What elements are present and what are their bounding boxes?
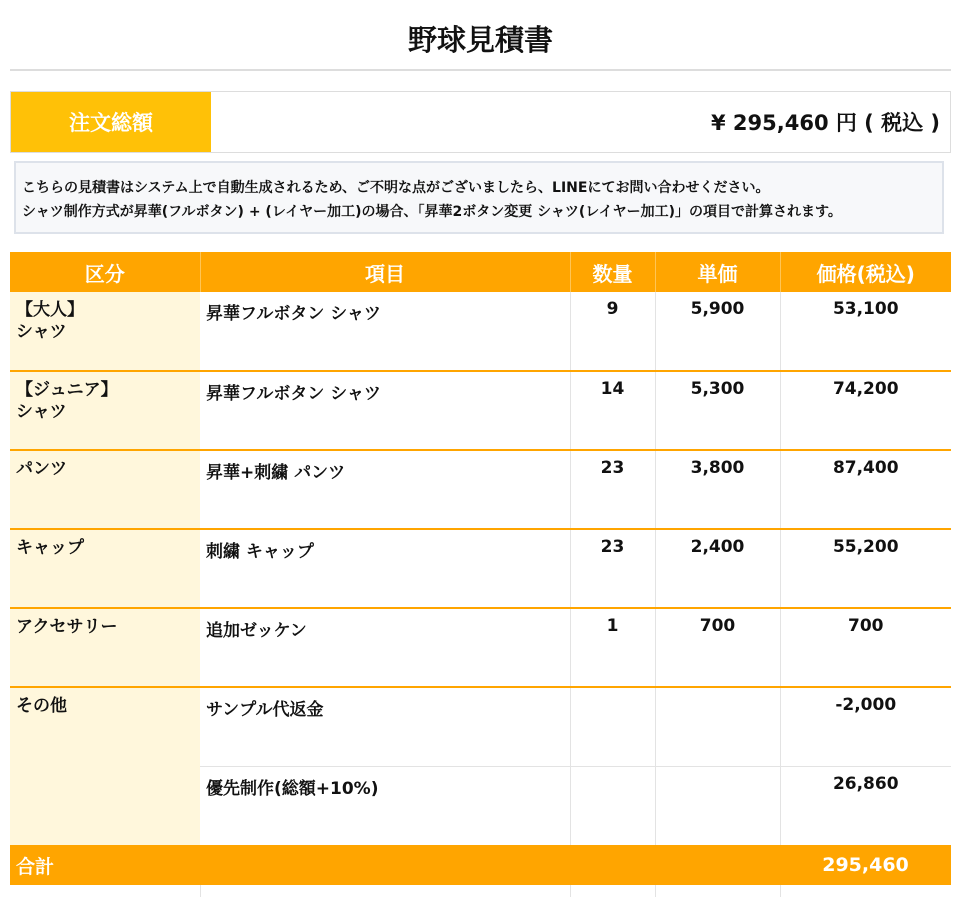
page-title: 野球見積書 (407, 23, 553, 57)
item-cell: 昇華フルボタン シャツ (200, 371, 570, 450)
category-cell: その他 (10, 687, 200, 845)
notice-line-1: こちらの見積書はシステム上で自動生成されるため、ご不明な点がございましたら、LINEにてお問い合わせください。 (22, 180, 770, 196)
quantity-cell: 14 (570, 371, 655, 450)
quantity-cell (570, 766, 655, 845)
category-cell: アクセサリー (10, 608, 200, 687)
category-text: シャツ (16, 322, 67, 342)
quantity-cell: 9 (570, 292, 655, 371)
item-cell: 優先制作(総額+10%) (200, 766, 570, 845)
price-cell: 53,100 (832, 299, 899, 319)
price-cell: 74,200 (780, 371, 951, 450)
notice-line-2: シャツ制作方式が昇華(フルボタン) + (レイヤー加工)の場合、「昇華2ボタン変更 シャツ(レイヤー加工)」の項目で計算されます。 (22, 204, 842, 220)
order-total-value: ¥ 295,460 円 ( 税込 ) (710, 111, 940, 135)
title-divider (10, 69, 951, 71)
total-row (10, 845, 951, 885)
price-cell: 26,860 (780, 766, 951, 845)
table-tail-row (10, 885, 951, 897)
empty-cell (570, 885, 655, 897)
header-price: 価格(税込) (780, 252, 951, 292)
order-total-box (10, 91, 951, 153)
unit-price-cell (655, 687, 780, 766)
price-cell: 700 (780, 608, 951, 687)
table-header-row (10, 252, 951, 292)
empty-cell (10, 885, 200, 897)
table-row (10, 687, 951, 766)
price-cell: 87,400 (780, 450, 951, 529)
empty-cell (780, 885, 951, 897)
table-row (10, 529, 951, 608)
category-text: 【大人】 (16, 300, 84, 320)
unit-price-cell: 700 (655, 608, 780, 687)
header-quantity: 数量 (570, 252, 655, 292)
total-value: 295,460 (780, 845, 951, 885)
table-row (10, 292, 951, 371)
table-row (10, 371, 951, 450)
quantity-cell: 1 (570, 608, 655, 687)
category-text: シャツ (16, 402, 67, 422)
item-cell: 昇華フルボタン シャツ (200, 292, 570, 371)
table-row (10, 450, 951, 529)
quantity-cell: 23 (570, 450, 655, 529)
unit-price-cell: 5,900 (655, 292, 780, 371)
item-cell: サンプル代返金 (200, 687, 570, 766)
estimate-table (10, 252, 951, 897)
unit-price-cell: 5,300 (655, 371, 780, 450)
item-cell: 昇華+刺繍 パンツ (200, 450, 570, 529)
category-cell: パンツ (10, 450, 200, 529)
total-label: 合計 (10, 845, 780, 885)
notice-box (14, 161, 944, 234)
empty-cell (200, 885, 570, 897)
price-cell: 55,200 (780, 529, 951, 608)
table-row (10, 608, 951, 687)
category-cell (10, 371, 200, 450)
unit-price-cell: 2,400 (655, 529, 780, 608)
header-unit-price: 単価 (655, 252, 780, 292)
item-cell: 刺繍 キャップ (200, 529, 570, 608)
empty-cell (655, 885, 780, 897)
category-cell: キャップ (10, 529, 200, 608)
quantity-cell: 23 (570, 529, 655, 608)
category-cell (10, 292, 200, 371)
header-category: 区分 (10, 252, 200, 292)
unit-price-cell (655, 766, 780, 845)
item-cell: 追加ゼッケン (200, 608, 570, 687)
order-total-label: 注文総額 (11, 92, 211, 152)
header-item: 項目 (200, 252, 570, 292)
price-cell: -2,000 (780, 687, 951, 766)
category-text: 【ジュニア】 (16, 380, 118, 400)
unit-price-cell: 3,800 (655, 450, 780, 529)
quantity-cell (570, 687, 655, 766)
